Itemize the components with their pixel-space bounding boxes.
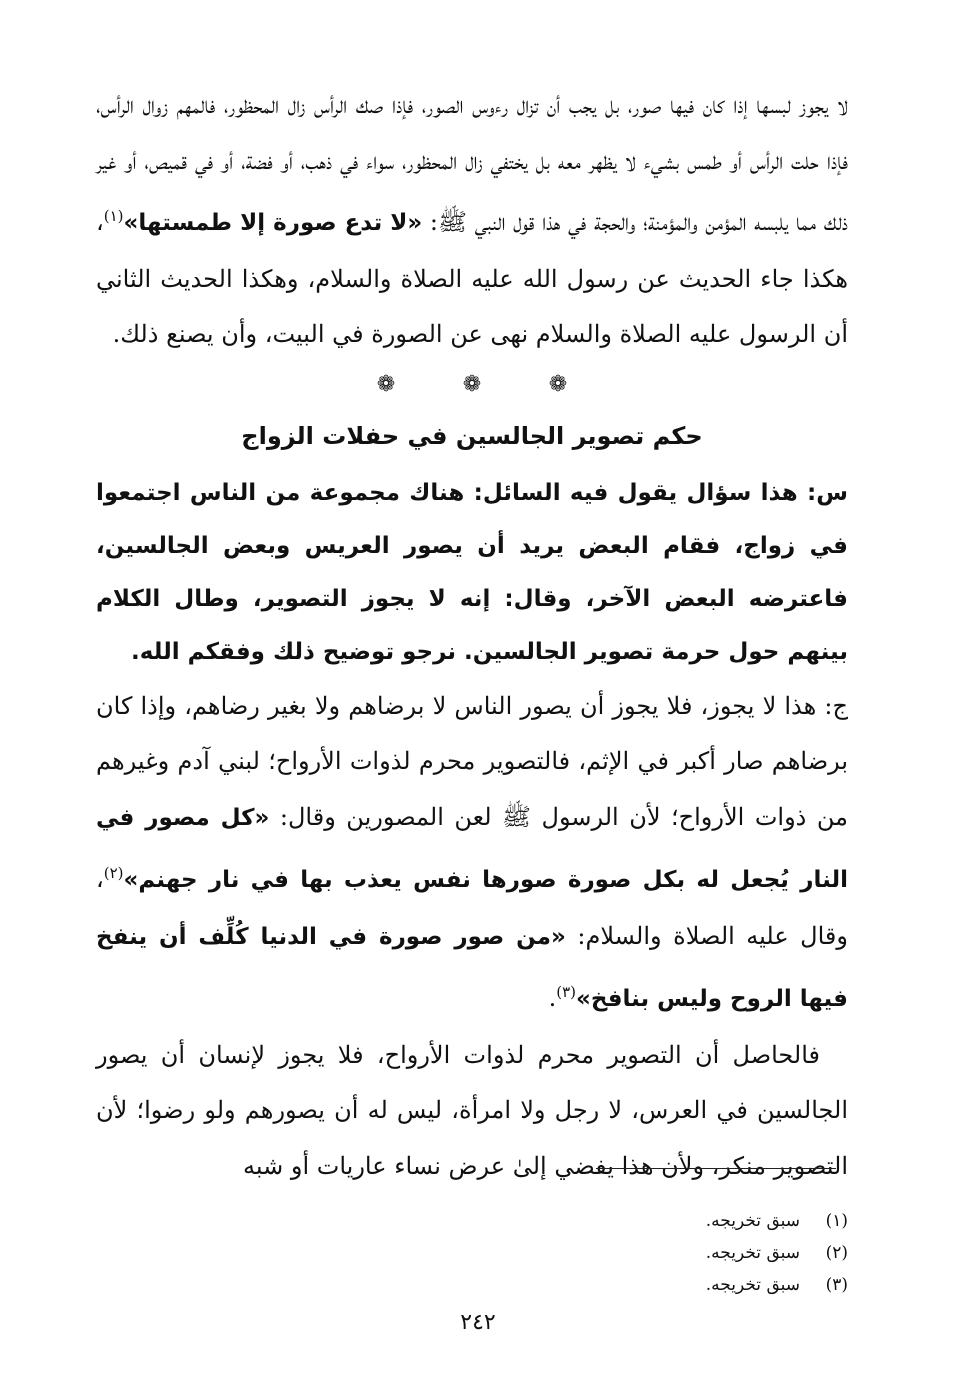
question-paragraph: س: هذا سؤال يقول فيه السائل: هناك مجموعة من الناس اجتمعوا في زواج، فقام البعض يريد أن يصور العريس وبعض الجالسين، فاعترضه البعض الآخر، وقال: إنه لا يجوز التصوير، وطال الكلام بينهم حول حرمة تصوير الجالسين. نرجو توضيح ذلك وفقكم الله. xyxy=(96,479,848,665)
section-heading: حكم تصوير الجالسين في حفلات الزواج xyxy=(241,421,703,450)
hadith-quote: «لا تدع صورة إلا طمستها» xyxy=(123,210,423,236)
answer-text: ج: هذا لا يجوز، فلا يجوز أن يصور الناس لا برضاهم ولا بغير رضاهم، وإذا كان برضاهم صار أكبر في الإثم، فالتصوير محرم لذوات الأرواح؛ لبني آدم وغيرهم من ذوات الأرواح؛ لأن الرسول ﷺ لعن المصورين وقال: xyxy=(96,691,848,831)
footnote-ref: (٣) xyxy=(556,983,577,1001)
conclusion-paragraph: فالحاصل أن التصوير محرم لذوات الأرواح، فلا يجوز لإنسان أن يصور الجالسين في العرس، لا رجل ولا امرأة، ليس له أن يصورهم ولو رضوا؛ لأن التصوير منكر، ولأن هذا يفضي إلىٰ عرض نساء عاريات أو شبه xyxy=(96,1040,848,1180)
paragraph-opening xyxy=(96,78,848,363)
paragraph-opening-text: لا يجوز لبسها إذا كان فيها صور، بل يجب أن تزال رءوس الصور، فإذا صك الرأس زال المحظور، فالمهم زوال الرأس، فإذا حلت الرأس أو طمس بشيء لا يظهر معه بل يختفي زال المحظور، سواء في ذهب، أو فضة، أو في قميص، أو غير ذلك مما يلبسه المؤمن والمؤمنة؛ والحجة في هذا قول النبي ﷺ: xyxy=(96,91,848,236)
answer-paragraph xyxy=(96,679,848,1028)
footnote-ref: (١) xyxy=(103,207,124,225)
hadith-quote: «من صور صورة في الدنيا كُلِّف أن ينفخ فيها الروح وليس بنافخ» xyxy=(96,923,848,1012)
footnote-ref: (٢) xyxy=(103,864,124,882)
main-text xyxy=(96,78,848,1194)
hadith-quote: «كل مصور في النار يُجعل له بكل صورة صورها نفس يعذب بها في نار جهنم» xyxy=(96,804,848,893)
footnote-item xyxy=(348,1237,848,1269)
footnote-text: سبق تخريجه. xyxy=(705,1211,800,1231)
footnote-divider xyxy=(596,1168,836,1169)
answer-text: ، وقال عليه الصلاة والسلام: xyxy=(96,865,848,950)
answer-text: . xyxy=(548,984,557,1012)
section-separator xyxy=(96,363,848,407)
footnote-text: سبق تخريجه. xyxy=(705,1275,800,1295)
footnote-text: سبق تخريجه. xyxy=(705,1243,800,1263)
separator-star: ❁ xyxy=(548,371,568,397)
footnote-number: (١) xyxy=(825,1211,848,1231)
paragraph-opening-end: ، هكذا جاء الحديث عن رسول الله عليه الصلاة والسلام، وهكذا الحديث الثاني أن الرسول عليه الصلاة والسلام نهى عن الصورة في البيت، وأن يصنع ذلك. xyxy=(96,208,848,348)
separator-star: ❁ xyxy=(376,371,396,397)
footnote-item xyxy=(348,1269,848,1301)
separator-star: ❁ xyxy=(462,371,482,397)
page-number: ٢٤٢ xyxy=(460,1310,496,1335)
footnote-item xyxy=(348,1205,848,1237)
footnote-number: (٣) xyxy=(825,1275,848,1295)
footnotes xyxy=(348,1205,848,1301)
footnote-number: (٢) xyxy=(825,1243,848,1263)
